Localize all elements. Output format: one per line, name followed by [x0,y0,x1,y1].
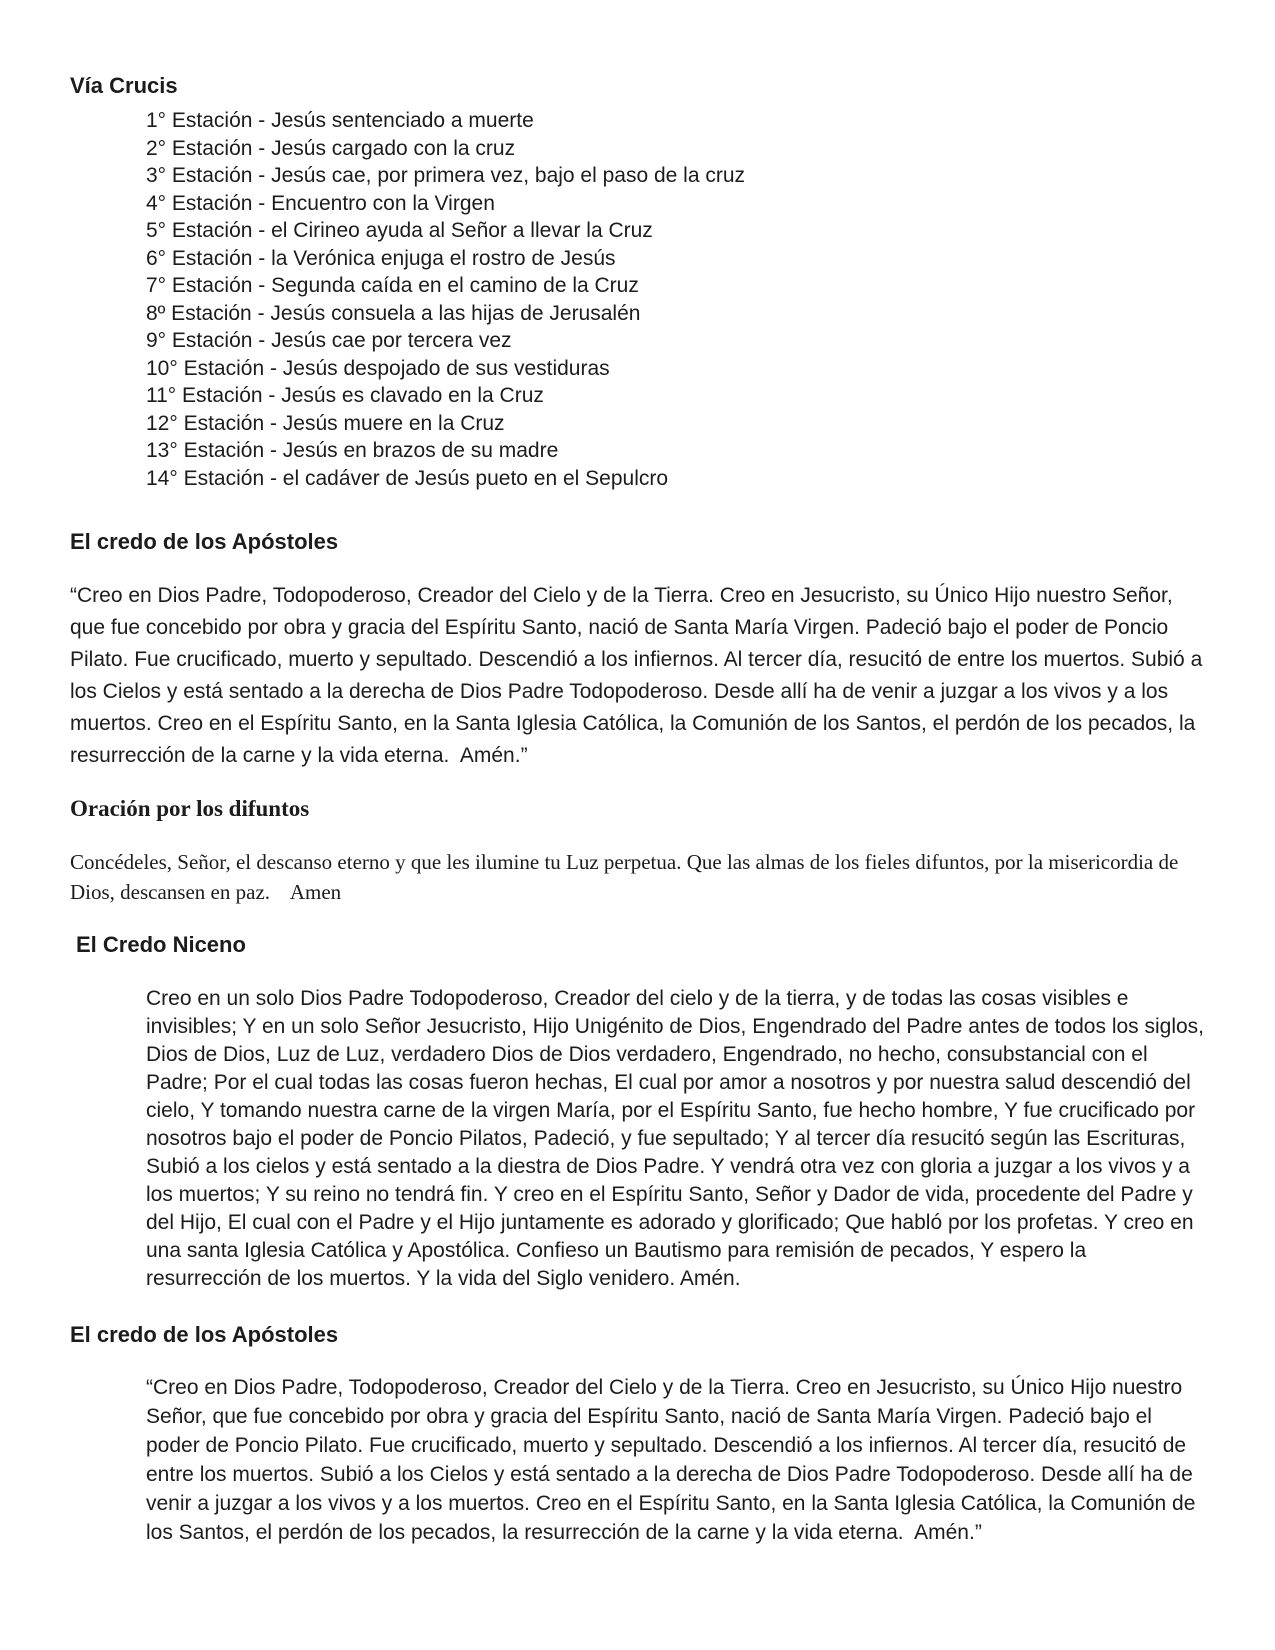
nicene-creed-section [70,932,1210,1293]
apostles-creed-1-section [70,529,1209,772]
apostles-creed-2-heading: El credo de los Apóstoles [70,1322,339,1347]
station-line: 5° Estación - el Cirineo ayuda al Señor a llevar la Cruz [146,219,653,242]
station-line: 12° Estación - Jesús muere en la Cruz [146,411,505,435]
station-line: 13° Estación - Jesús en brazos de su madre [146,439,559,462]
station-line: 14° Estación - el cadáver de Jesús pueto en el Sepulcro [146,466,669,490]
station-line: 3° Estación - Jesús cae, por primera vez, bajo el paso de la cruz [146,164,746,187]
apostles-creed-1-heading: El credo de los Apóstoles [70,529,339,554]
nicene-creed-heading: El Credo Niceno [76,932,246,957]
via-crucis-title: Vía Crucis [70,73,178,98]
station-line: 10° Estación - Jesús despojado de sus vestiduras [146,356,610,380]
station-line: 6° Estación - la Verónica enjuga el rostro de Jesús [146,246,616,270]
nicene-creed-body: Creo en un solo Dios Padre Todopoderoso, Creador del cielo y de la tierra, y de todas las cosas visibles e invisibles; Y en un solo Señor Jesucristo, Hijo Unigénito de Dios, Engendrado del Padre antes de todos los siglos, Dios de Dios, Luz de Luz, verdadero Dios de Dios verdadero, Engendrado, no hecho, consubstancial con el Padre; Por el cual todas las cosas fueron hechas, El cual por amor a nosotros y por nuestra salud descendió del cielo, Y tomando nuestra carne de la virgen María, por el Espíritu Santo, fue hecho hombre, Y fue crucificado por nosotros bajo el poder de Poncio Pilatos, Padeció, y fue sepultado; Y al tercer día resucitó según las Escrituras, Subió a los cielos y está sentado a la diestra de Dios Padre. Y vendrá otra vez con gloria a juzgar a los vivos y a los muertos; Y su reino no tendrá fin. Y creo en el Espíritu Santo, Señor y Dador de vida, procedente del Padre y del Hijo, El cual con el Padre y el Hijo juntamente es adorado y glorificado; Que habló por los profetas. Y creo en una santa Iglesia Católica y Apostólica. Confieso un Bautismo para remisión de pecados, Y espero la resurrección de los muertos. Y la vida del Siglo venidero. Amén. [146,987,1210,1290]
prayer-deceased-section [70,796,1205,907]
station-line: 8º Estación - Jesús consuela a las hijas de Jerusalén [146,301,641,325]
station-line: 2° Estación - Jesús cargado con la cruz [146,136,516,160]
apostles-creed-2-body: “Creo en Dios Padre, Todopoderoso, Creador del Cielo y de la Tierra. Creo en Jesucristo, su Único Hijo nuestro Señor, que fue concebido por obra y gracia del Espíritu Santo, nació de Santa María Virgen. Padeció bajo el poder de Poncio Pilato. Fue crucificado, muerto y sepultado. Descendió a los infiernos. Al tercer día, resucitó de entre los muertos. Subió a los Cielos y está sentado a la derecha de Dios Padre Todopoderoso. Desde allí ha de venir a juzgar a los vivos y a los muertos. Creo en el Espíritu Santo, en la Santa Iglesia Católica, la Comunión de los Santos, el perdón de los pecados, la resurrección de la carne y la vida eterna. Amén.” [146,1376,1202,1544]
prayer-deceased-body: Concédeles, Señor, el descanso eterno y que les ilumine tu Luz perpetua. Que las almas de los fieles difuntos, por la misericordia de Dios, descansen en paz. Amen [70,850,1184,904]
apostles-creed-2-section [70,1323,1205,1547]
prayer-deceased-heading: Oración por los difuntos [70,796,310,821]
via-crucis-section [70,74,1205,492]
apostles-creed-1-body: “Creo en Dios Padre, Todopoderoso, Creador del Cielo y de la Tierra. Creo en Jesucristo, su Único Hijo nuestro Señor, que fue concebido por obra y gracia del Espíritu Santo, nació de Santa María Virgen. Padeció bajo el poder de Poncio Pilato. Fue crucificado, muerto y sepultado. Descendió a los infiernos. Al tercer día, resucitó de entre los muertos. Subió a los Cielos y está sentado a la derecha de Dios Padre Todopoderoso. Desde allí ha de venir a juzgar a los vivos y a los muertos. Creo en el Espíritu Santo, en la Santa Iglesia Católica, la Comunión de los Santos, el perdón de los pecados, la resurrección de la carne y la vida eterna. Amén.” [70,584,1209,767]
station-line: 9° Estación - Jesús cae por tercera vez [146,329,512,352]
station-line: 11° Estación - Jesús es clavado en la Cruz [146,384,544,407]
station-line: 7° Estación - Segunda caída en el camino de la Cruz [146,274,639,297]
station-line: 1° Estación - Jesús sentenciado a muerte [146,109,534,132]
via-crucis-station-list [146,107,1205,492]
station-line: 4° Estación - Encuentro con la Virgen [146,191,495,215]
